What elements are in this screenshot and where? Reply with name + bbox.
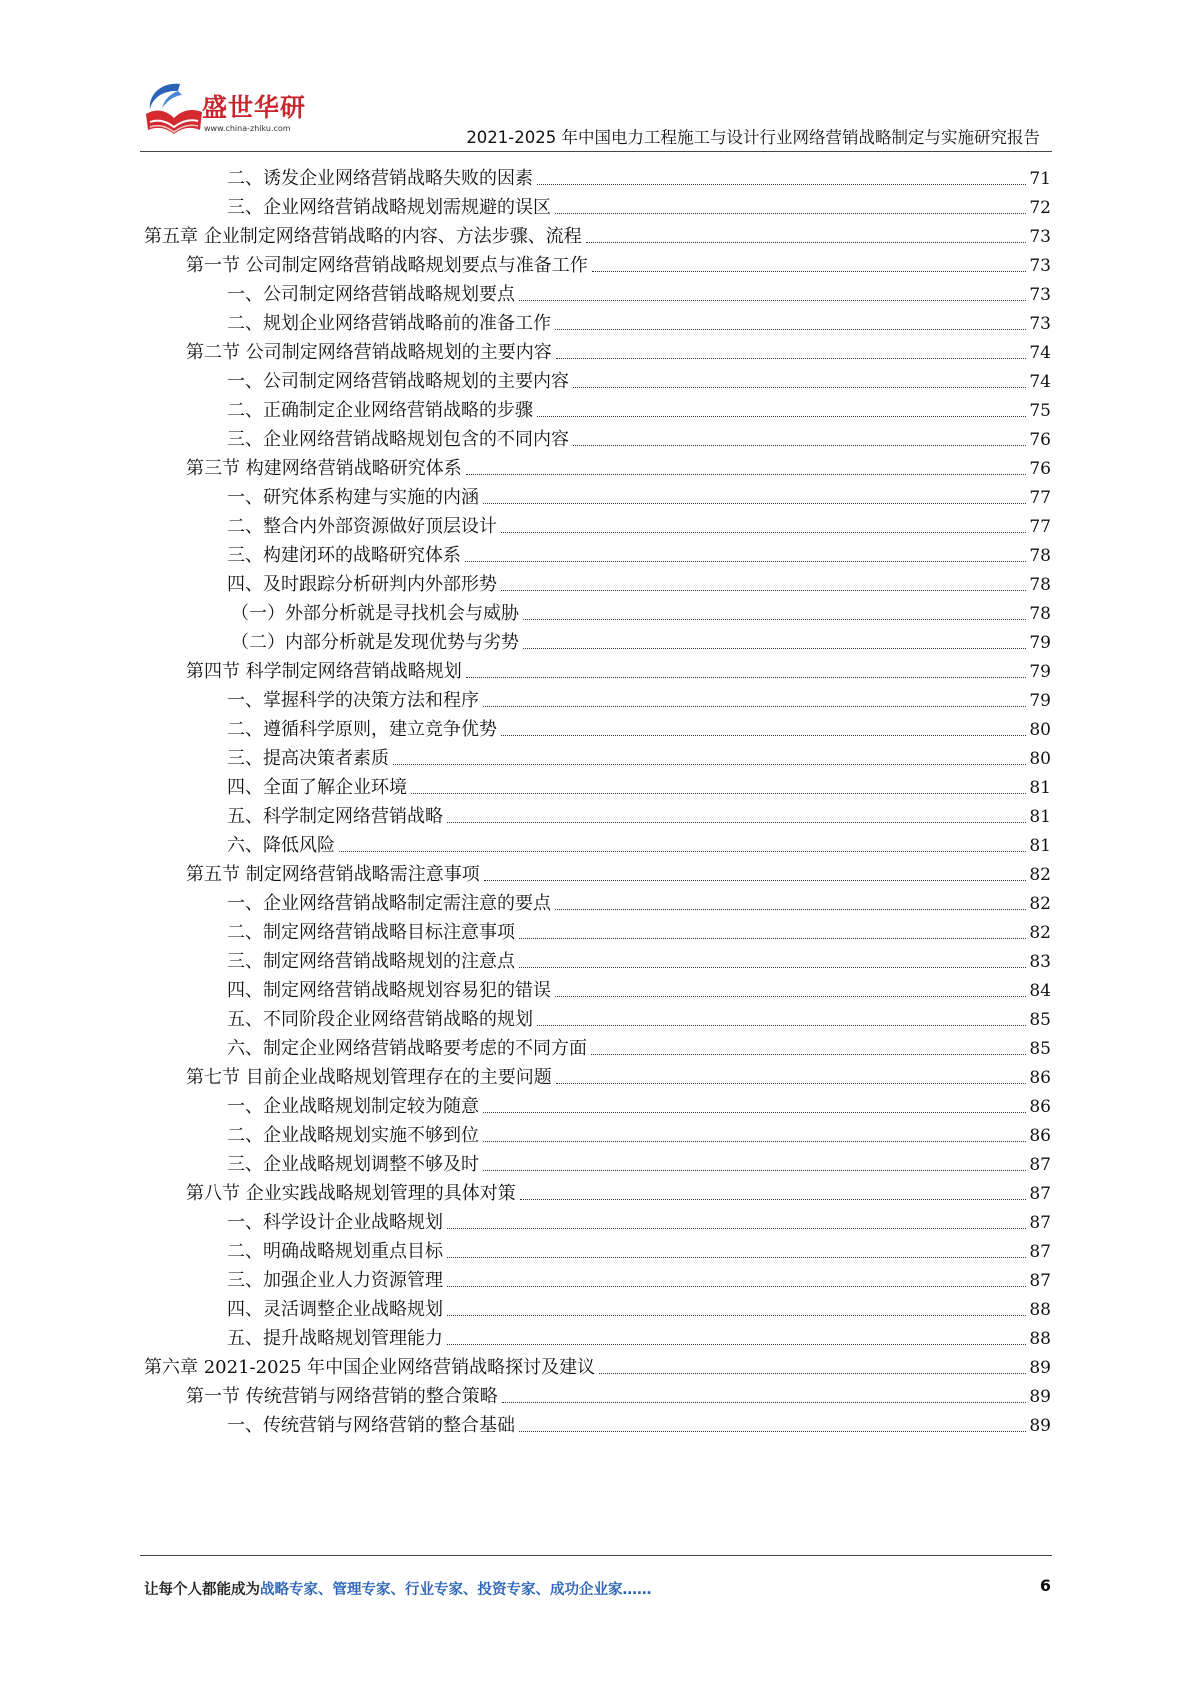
toc-item[interactable]	[227, 885, 1051, 916]
toc-dot-leader	[339, 850, 1026, 852]
toc-entry-label: 二、正确制定企业网络营销战略的步骤	[227, 400, 533, 421]
logo-emblem-icon	[140, 78, 206, 144]
toc-entry-label: 二、诱发企业网络营销战略失败的因素	[227, 168, 533, 189]
toc-entry-page: 79	[1029, 691, 1051, 711]
toc-entry-label: 第四节 科学制定网络营销战略规划	[186, 661, 462, 682]
toc-item[interactable]	[227, 1407, 1051, 1438]
toc-dot-leader	[501, 531, 1026, 533]
toc-section[interactable]	[186, 1378, 1051, 1409]
toc-entry-page: 80	[1029, 749, 1051, 769]
toc-entry-page: 83	[1029, 952, 1051, 972]
toc-dot-leader	[555, 908, 1026, 910]
toc-entry-page: 89	[1029, 1358, 1051, 1378]
toc-item[interactable]	[227, 914, 1051, 945]
footer-divider	[140, 1555, 1052, 1556]
toc-entry-page: 89	[1029, 1416, 1051, 1436]
toc-dot-leader	[393, 763, 1026, 765]
toc-entry-label: 六、降低风险	[227, 835, 335, 856]
toc-entry-label: 一、公司制定网络营销战略规划要点	[227, 284, 515, 305]
toc-entry-label: 四、灵活调整企业战略规划	[227, 1299, 443, 1320]
slogan-highlight: 战略专家、管理专家、行业专家、投资专家、成功企业家……	[260, 1582, 652, 1598]
toc-dot-leader	[447, 1343, 1026, 1345]
toc-entry-page: 74	[1029, 372, 1051, 392]
toc-entry-page: 81	[1029, 836, 1051, 856]
toc-entry-label: 三、企业战略规划调整不够及时	[227, 1154, 479, 1175]
toc-entry-label: 五、不同阶段企业网络营销战略的规划	[227, 1009, 533, 1030]
toc-entry-label: 一、公司制定网络营销战略规划的主要内容	[227, 371, 569, 392]
toc-entry-page: 74	[1029, 343, 1051, 363]
toc-item[interactable]	[227, 1117, 1051, 1148]
toc-item[interactable]	[227, 972, 1051, 1003]
toc-item[interactable]	[227, 276, 1051, 307]
toc-entry-label: 四、及时跟踪分析研判内外部形势	[227, 574, 497, 595]
toc-dot-leader	[537, 183, 1026, 185]
toc-entry-page: 88	[1029, 1329, 1051, 1349]
toc-item[interactable]	[227, 392, 1051, 423]
toc-entry-label: 一、企业战略规划制定较为随意	[227, 1096, 479, 1117]
toc-dot-leader	[573, 386, 1026, 388]
toc-dot-leader	[519, 937, 1026, 939]
toc-entry-page: 81	[1029, 807, 1051, 827]
toc-dot-leader	[502, 1401, 1027, 1403]
toc-entry-page: 77	[1029, 488, 1051, 508]
toc-dot-leader	[519, 1430, 1026, 1432]
toc-entry-label: 第七节 目前企业战略规划管理存在的主要问题	[186, 1067, 552, 1088]
slogan-prefix: 让每个人都能成为	[144, 1582, 260, 1598]
toc-entry-page: 72	[1029, 198, 1051, 218]
toc-entry-label: 二、企业战略规划实施不够到位	[227, 1125, 479, 1146]
toc-entry-label: 三、企业网络营销战略规划包含的不同内容	[227, 429, 569, 450]
toc-item[interactable]	[227, 1233, 1051, 1264]
toc-entry-label: 三、构建闭环的战略研究体系	[227, 545, 461, 566]
toc-item[interactable]	[227, 508, 1051, 539]
toc-entry-page: 85	[1029, 1010, 1051, 1030]
toc-dot-leader	[447, 1314, 1026, 1316]
toc-item[interactable]	[231, 624, 1051, 655]
toc-entry-page: 73	[1029, 314, 1051, 334]
toc-entry-label: 二、规划企业网络营销战略前的准备工作	[227, 313, 551, 334]
toc-dot-leader	[586, 241, 1027, 243]
toc-entry-page: 76	[1029, 459, 1051, 479]
toc-entry-page: 79	[1029, 633, 1051, 653]
toc-item[interactable]	[227, 479, 1051, 510]
toc-item[interactable]	[227, 711, 1051, 742]
toc-dot-leader	[483, 1169, 1026, 1171]
page-header	[0, 0, 1191, 150]
toc-dot-leader	[447, 1256, 1026, 1258]
toc-item[interactable]	[227, 160, 1051, 191]
toc-item[interactable]	[227, 798, 1051, 829]
toc-item[interactable]	[227, 421, 1051, 452]
toc-entry-label: 五、提升战略规划管理能力	[227, 1328, 443, 1349]
toc-entry-page: 87	[1029, 1184, 1051, 1204]
toc-entry-label: （二）内部分析就是发现优势与劣势	[231, 632, 519, 653]
footer-slogan	[144, 1578, 652, 1599]
toc-dot-leader	[519, 966, 1026, 968]
toc-item[interactable]	[227, 943, 1051, 974]
toc-entry-page: 75	[1029, 401, 1051, 421]
toc-entry-label: 第五章 企业制定网络营销战略的内容、方法步骤、流程	[144, 226, 582, 247]
page-number: 6	[1039, 1576, 1051, 1595]
toc-dot-leader	[591, 1053, 1026, 1055]
toc-dot-leader	[537, 415, 1026, 417]
toc-item[interactable]	[231, 595, 1051, 626]
toc-entry-page: 73	[1029, 256, 1051, 276]
logo-name: 盛世华研	[202, 93, 307, 122]
toc-entry-label: 二、制定网络营销战略目标注意事项	[227, 922, 515, 943]
company-logo	[140, 78, 310, 148]
toc-entry-label: 第一节 公司制定网络营销战略规划要点与准备工作	[186, 255, 588, 276]
toc-item[interactable]	[227, 363, 1051, 394]
toc-entry-page: 78	[1029, 575, 1051, 595]
toc-section[interactable]	[186, 653, 1051, 684]
toc-entry-page: 78	[1029, 546, 1051, 566]
toc-entry-page: 86	[1029, 1126, 1051, 1146]
toc-entry-page: 71	[1029, 169, 1051, 189]
toc-entry-label: 第八节 企业实践战略规划管理的具体对策	[186, 1183, 516, 1204]
toc-dot-leader	[599, 1372, 1026, 1374]
toc-section[interactable]	[186, 450, 1051, 481]
toc-chapter[interactable]	[144, 218, 1051, 249]
toc-item[interactable]	[227, 1030, 1051, 1061]
toc-item[interactable]	[227, 769, 1051, 800]
toc-entry-label: 三、提高决策者素质	[227, 748, 389, 769]
toc-entry-page: 85	[1029, 1039, 1051, 1059]
toc-dot-leader	[555, 328, 1026, 330]
toc-entry-page: 87	[1029, 1213, 1051, 1233]
toc-entry-page: 73	[1029, 285, 1051, 305]
toc-item[interactable]	[227, 1204, 1051, 1235]
toc-section[interactable]	[186, 1175, 1051, 1206]
toc-entry-label: 五、科学制定网络营销战略	[227, 806, 443, 827]
toc-dot-leader	[555, 995, 1026, 997]
toc-item[interactable]	[227, 1001, 1051, 1032]
toc-item[interactable]	[227, 537, 1051, 568]
toc-entry-label: 一、企业网络营销战略制定需注意的要点	[227, 893, 551, 914]
toc-dot-leader	[555, 212, 1026, 214]
toc-entry-page: 76	[1029, 430, 1051, 450]
toc-dot-leader	[501, 734, 1026, 736]
toc-entry-page: 82	[1029, 865, 1051, 885]
toc-entry-label: 一、研究体系构建与实施的内涵	[227, 487, 479, 508]
toc-entry-label: 二、整合内外部资源做好顶层设计	[227, 516, 497, 537]
toc-item[interactable]	[227, 305, 1051, 336]
toc-entry-label: 三、制定网络营销战略规划的注意点	[227, 951, 515, 972]
toc-dot-leader	[466, 473, 1027, 475]
toc-item[interactable]	[227, 1262, 1051, 1293]
toc-entry-label: 三、加强企业人力资源管理	[227, 1270, 443, 1291]
toc-entry-page: 87	[1029, 1271, 1051, 1291]
toc-chapter[interactable]	[144, 1349, 1051, 1380]
toc-item[interactable]	[227, 682, 1051, 713]
toc-entry-page: 87	[1029, 1155, 1051, 1175]
toc-item[interactable]	[227, 189, 1051, 220]
toc-dot-leader	[483, 1111, 1026, 1113]
toc-entry-label: 三、企业网络营销战略规划需规避的误区	[227, 197, 551, 218]
toc-section[interactable]	[186, 247, 1051, 278]
toc-entry-page: 88	[1029, 1300, 1051, 1320]
toc-dot-leader	[556, 1082, 1027, 1084]
toc-dot-leader	[466, 676, 1027, 678]
toc-dot-leader	[447, 821, 1026, 823]
logo-url: www.china-zhiku.com	[204, 124, 291, 133]
toc-dot-leader	[447, 1227, 1026, 1229]
toc-entry-label: 第六章 2021-2025 年中国企业网络营销战略探讨及建议	[144, 1357, 596, 1378]
toc-dot-leader	[501, 589, 1026, 591]
toc-entry-page: 77	[1029, 517, 1051, 537]
toc-entry-page: 84	[1029, 981, 1051, 1001]
toc-entry-label: 一、传统营销与网络营销的整合基础	[227, 1415, 515, 1436]
toc-section[interactable]	[186, 856, 1051, 887]
toc-entry-page: 73	[1029, 227, 1051, 247]
toc-entry-label: 一、掌握科学的决策方法和程序	[227, 690, 479, 711]
toc-dot-leader	[411, 792, 1026, 794]
report-title: 2021-2025 年中国电力工程施工与设计行业网络营销战略制定与实施研究报告	[466, 128, 1040, 147]
toc-section[interactable]	[186, 334, 1051, 365]
toc-dot-leader	[523, 618, 1026, 620]
header-divider	[140, 151, 1052, 152]
toc-dot-leader	[592, 270, 1027, 272]
toc-entry-page: 81	[1029, 778, 1051, 798]
toc-section[interactable]	[186, 1059, 1051, 1090]
toc-entry-label: 二、遵循科学原则，建立竞争优势	[227, 719, 497, 740]
toc-dot-leader	[465, 560, 1026, 562]
toc-entry-label: 六、制定企业网络营销战略要考虑的不同方面	[227, 1038, 587, 1059]
toc-entry-page: 86	[1029, 1068, 1051, 1088]
toc-item[interactable]	[227, 827, 1051, 858]
toc-dot-leader	[573, 444, 1026, 446]
toc-entry-label: 一、科学设计企业战略规划	[227, 1212, 443, 1233]
toc-dot-leader	[520, 1198, 1027, 1200]
toc-entry-label: 第一节 传统营销与网络营销的整合策略	[186, 1386, 498, 1407]
toc-dot-leader	[537, 1024, 1026, 1026]
toc-entry-page: 78	[1029, 604, 1051, 624]
toc-item[interactable]	[227, 1291, 1051, 1322]
toc-dot-leader	[484, 879, 1027, 881]
toc-dot-leader	[523, 647, 1026, 649]
toc-entry-page: 82	[1029, 923, 1051, 943]
toc-dot-leader	[519, 299, 1026, 301]
toc-entry-label: 第三节 构建网络营销战略研究体系	[186, 458, 462, 479]
toc-entry-label: 第二节 公司制定网络营销战略规划的主要内容	[186, 342, 552, 363]
toc-item[interactable]	[227, 566, 1051, 597]
toc-entry-page: 87	[1029, 1242, 1051, 1262]
toc-entry-page: 82	[1029, 894, 1051, 914]
toc-dot-leader	[447, 1285, 1026, 1287]
toc-entry-page: 79	[1029, 662, 1051, 682]
toc-item[interactable]	[227, 740, 1051, 771]
toc-entry-label: 第五节 制定网络营销战略需注意事项	[186, 864, 480, 885]
toc-item[interactable]	[227, 1146, 1051, 1177]
toc-entry-label: （一）外部分析就是寻找机会与威胁	[231, 603, 519, 624]
toc-entry-label: 二、明确战略规划重点目标	[227, 1241, 443, 1262]
toc-dot-leader	[483, 502, 1026, 504]
toc-entry-page: 89	[1029, 1387, 1051, 1407]
toc-entry-page: 86	[1029, 1097, 1051, 1117]
toc-entry-page: 80	[1029, 720, 1051, 740]
toc-item[interactable]	[227, 1088, 1051, 1119]
toc-dot-leader	[556, 357, 1027, 359]
toc-entry-label: 四、制定网络营销战略规划容易犯的错误	[227, 980, 551, 1001]
toc-dot-leader	[483, 1140, 1026, 1142]
toc-entry-label: 四、全面了解企业环境	[227, 777, 407, 798]
toc-item[interactable]	[227, 1320, 1051, 1351]
toc-dot-leader	[483, 705, 1026, 707]
